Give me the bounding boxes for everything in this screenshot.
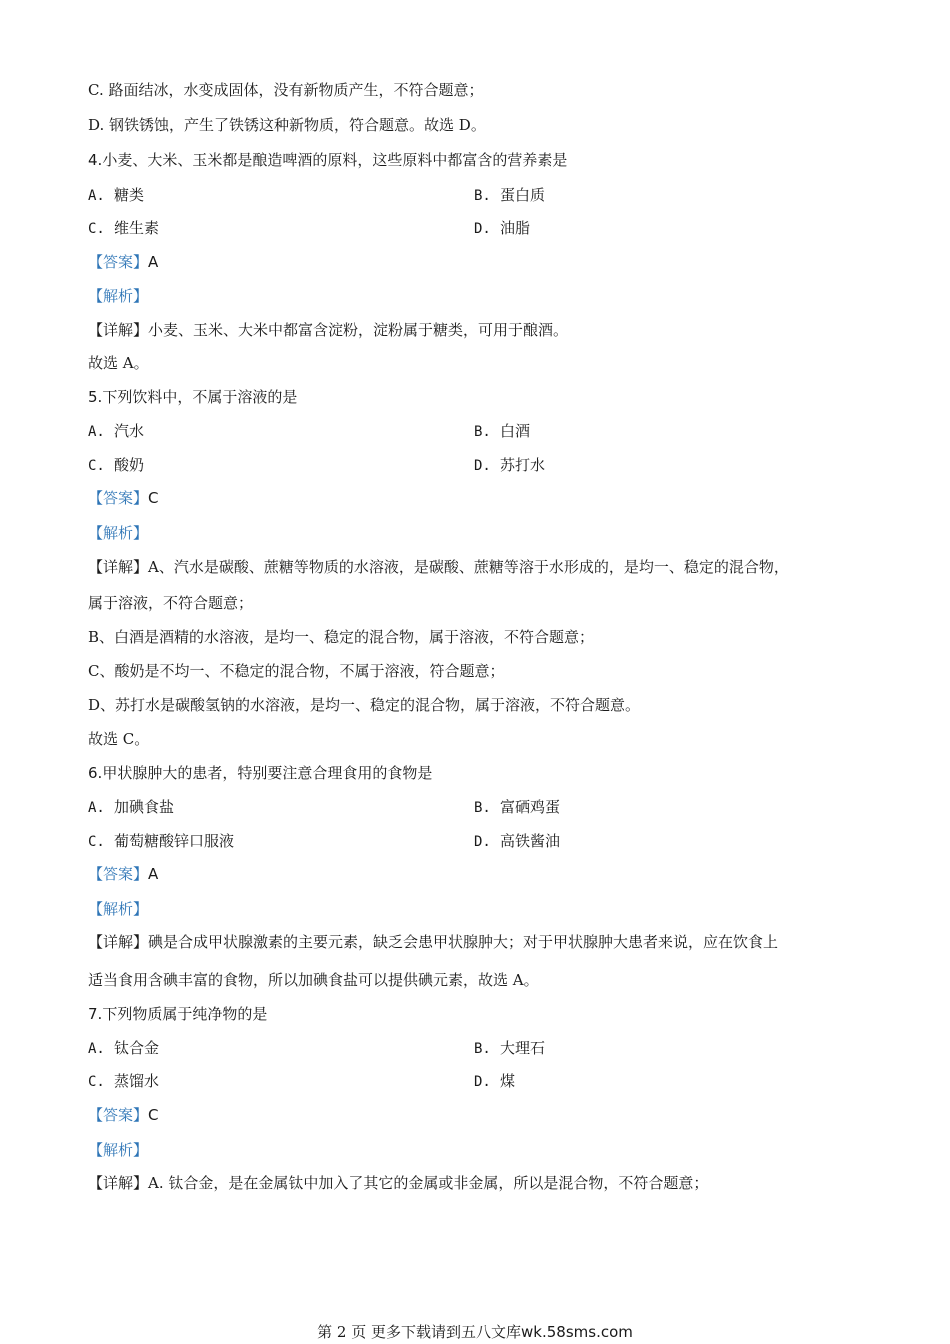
- option-letter: A.: [88, 188, 105, 204]
- option-text: 加碘食盐: [114, 798, 175, 816]
- option-letter: B.: [474, 188, 491, 204]
- option-letter: A.: [88, 1041, 105, 1057]
- detail-continuation: 适当食用含碘丰富的食物，所以加碘食盐可以提供碘元素，故选 A。: [88, 971, 539, 989]
- answer-line: [88, 864, 158, 884]
- option-text: 蛋白质: [500, 186, 546, 204]
- question-5: [88, 387, 297, 407]
- analysis-label: 【解析】: [88, 524, 149, 542]
- question-text: 下列物质属于纯净物的是: [102, 1005, 268, 1023]
- prev-option-d-explanation: D. 钢铁锈蚀，产生了铁锈这种新物质，符合题意。故选 D。: [88, 116, 486, 134]
- page-number: 第 2 页: [317, 1323, 367, 1341]
- detail-label: 【详解】: [88, 933, 149, 951]
- question-number: 6.: [88, 764, 103, 782]
- option-text: 大理石: [500, 1039, 546, 1057]
- option-letter: D.: [474, 458, 491, 474]
- option-letter: B.: [474, 800, 491, 816]
- site-link[interactable]: wk.58sms.com: [521, 1323, 633, 1341]
- answer-label: 【答案】: [88, 1106, 149, 1124]
- detail-text: 碘是合成甲状腺激素的主要元素，缺乏会患甲状腺肿大；对于甲状腺肿大患者来说，应在饮食上: [148, 933, 779, 951]
- option-text: 油脂: [500, 219, 531, 237]
- question-7: [88, 1004, 267, 1024]
- answer-value: C: [148, 489, 159, 507]
- answer-label: 【答案】: [88, 489, 149, 507]
- answer-value: A: [148, 253, 159, 271]
- detail-label: 【详解】: [88, 321, 149, 339]
- answer-label: 【答案】: [88, 253, 149, 271]
- option-d: [474, 1071, 515, 1092]
- question-6: [88, 763, 432, 783]
- detail-c: C、酸奶是不均一、不稳定的混合物，不属于溶液，符合题意；: [88, 662, 505, 680]
- option-a: [88, 1038, 159, 1059]
- detail-continuation: 属于溶液，不符合题意；: [88, 594, 254, 612]
- question-text: 下列饮料中，不属于溶液的是: [102, 388, 298, 406]
- option-text: 蒸馏水: [114, 1072, 160, 1090]
- answer-line: [88, 1105, 159, 1125]
- option-text: 高铁酱油: [500, 832, 561, 850]
- answer-line: [88, 488, 159, 508]
- option-a: [88, 797, 174, 818]
- conclusion: 故选 A。: [88, 354, 149, 372]
- option-c: [88, 455, 144, 476]
- detail-label: 【详解】: [88, 558, 149, 576]
- option-text: 葡萄糖酸锌口服液: [114, 832, 235, 850]
- option-letter: D.: [474, 221, 491, 237]
- question-number: 7.: [88, 1005, 103, 1023]
- option-letter: A.: [88, 424, 105, 440]
- option-b: [474, 185, 545, 206]
- option-text: 酸奶: [114, 456, 145, 474]
- option-b: [474, 797, 560, 818]
- option-letter: C.: [88, 458, 105, 474]
- question-4: [88, 150, 567, 170]
- analysis-label: 【解析】: [88, 287, 149, 305]
- option-text: 富硒鸡蛋: [500, 798, 561, 816]
- detail-line: [88, 1173, 708, 1193]
- option-c: [88, 831, 234, 852]
- detail-text: 小麦、玉米、大米中都富含淀粉，淀粉属于糖类，可用于酿酒。: [148, 321, 569, 339]
- analysis-label: 【解析】: [88, 1141, 149, 1159]
- detail-text: A. 钛合金，是在金属钛中加入了其它的金属或非金属，所以是混合物，不符合题意；: [148, 1174, 709, 1192]
- option-text: 煤: [500, 1072, 516, 1090]
- option-text: 钛合金: [114, 1039, 160, 1057]
- option-d: [474, 455, 545, 476]
- detail-b: B、白酒是酒精的水溶液，是均一、稳定的混合物，属于溶液，不符合题意；: [88, 628, 595, 646]
- option-text: 白酒: [500, 422, 531, 440]
- detail-text: A、汽水是碳酸、蔗糖等物质的水溶液，是碳酸、蔗糖等溶于水形成的，是均一、稳定的混合物，: [148, 558, 789, 576]
- option-letter: C.: [88, 1074, 105, 1090]
- page-footer: [0, 1322, 950, 1342]
- option-letter: B.: [474, 1041, 491, 1057]
- option-c: [88, 1071, 159, 1092]
- option-letter: A.: [88, 800, 105, 816]
- option-text: 汽水: [114, 422, 145, 440]
- download-promo: 更多下载请到五八文库: [371, 1323, 522, 1341]
- option-d: [474, 218, 530, 239]
- option-a: [88, 185, 144, 206]
- option-c: [88, 218, 159, 239]
- option-d: [474, 831, 560, 852]
- option-letter: D.: [474, 1074, 491, 1090]
- option-letter: C.: [88, 221, 105, 237]
- option-letter: B.: [474, 424, 491, 440]
- option-b: [474, 421, 530, 442]
- question-text: 小麦、大米、玉米都是酿造啤酒的原料，这些原料中都富含的营养素是: [102, 151, 568, 169]
- option-a: [88, 421, 144, 442]
- answer-value: C: [148, 1106, 159, 1124]
- prev-option-c-explanation: C. 路面结冰，水变成固体，没有新物质产生，不符合题意；: [88, 81, 484, 99]
- question-text: 甲状腺肿大的患者，特别要注意合理食用的食物是: [102, 764, 433, 782]
- detail-label: 【详解】: [88, 1174, 149, 1192]
- question-number: 5.: [88, 388, 103, 406]
- detail-line: [88, 932, 778, 952]
- detail-line: [88, 320, 568, 340]
- option-text: 维生素: [114, 219, 160, 237]
- answer-value: A: [148, 865, 159, 883]
- option-text: 苏打水: [500, 456, 546, 474]
- answer-label: 【答案】: [88, 865, 149, 883]
- conclusion: 故选 C。: [88, 730, 150, 748]
- option-letter: C.: [88, 834, 105, 850]
- detail-d: D、苏打水是碳酸氢钠的水溶液，是均一、稳定的混合物，属于溶液，不符合题意。: [88, 696, 641, 714]
- option-letter: D.: [474, 834, 491, 850]
- answer-line: [88, 252, 158, 272]
- detail-line: [88, 557, 789, 577]
- option-b: [474, 1038, 545, 1059]
- option-text: 糖类: [114, 186, 145, 204]
- question-number: 4.: [88, 151, 103, 169]
- analysis-label: 【解析】: [88, 900, 149, 918]
